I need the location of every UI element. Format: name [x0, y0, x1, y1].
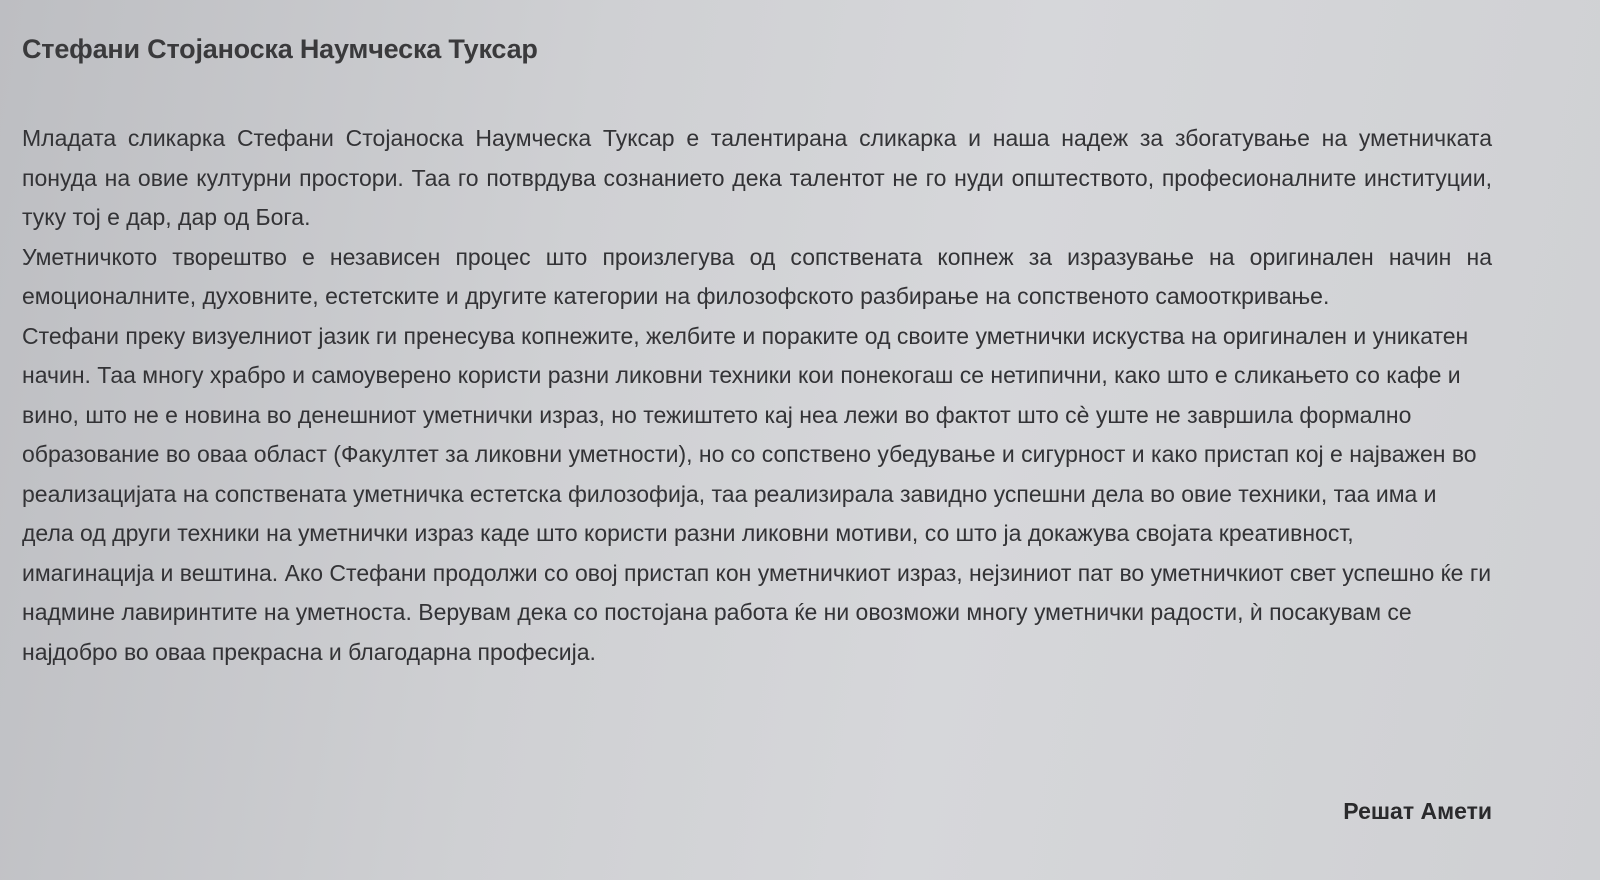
author-signature: Решат Амети: [1343, 798, 1492, 824]
paragraph-creativity: Уметничкото творештво е независен процес што произлегува од сопствената копнеж за изразување на оригинален начин на емоционалните, духовните, естетските и другите категории на филозофското разбирање на сопственото самооткривање.: [22, 243, 1492, 309]
document-title: Стефани Стојаноска Наумческа Туксар: [22, 34, 538, 64]
document-body: [22, 119, 1492, 672]
paragraph-intro: Младата сликарка Стефани Стојаноска Наумческа Туксар е талентирана сликарка и наша надеж за збогатување на уметничката понуда на овие културни простори. Таа го потврдува сознанието дека талентот не го нуди општеството, професионалните институции, туку тој е дар, дар од Бога.: [22, 125, 1492, 230]
paragraph-techniques: Стефани преку визуелниот јазик ги пренесува копнежите, желбите и пораките од своите уметнички искуства на оригинален и уникатен начин. Таа многу храбро и самоуверено користи разни ликовни техники кои понекогаш се нетипични, како што е сликањето со кафе и вино, што не е новина во денешниот уметнички израз, но тежиштето кај неа лежи во фактот што сè уште не завршила формално образование во оваа област (Факултет за ликовни уметности), но со сопствено убедување и сигурност и како пристап кој е најважен во реализацијата на сопствената уметничка естетска филозофија, таа реализирала завидно успешни дела во овие техники, таа има и дела од други техники на уметнички израз каде што користи разни ликовни мотиви, со што ја докажува својата креативност, имагинација и вештина. Ако Стефани продолжи со овој пристап кон уметничкиот израз, нејзиниот пат во уметничкиот свет успешно ќе ги надмине лавиринтите на уметноста. Верувам дека со постојана работа ќе ни овозможи многу уметнички радости, ѝ посакувам се најдобро во оваа прекрасна и благодарна професија.: [22, 322, 1492, 665]
